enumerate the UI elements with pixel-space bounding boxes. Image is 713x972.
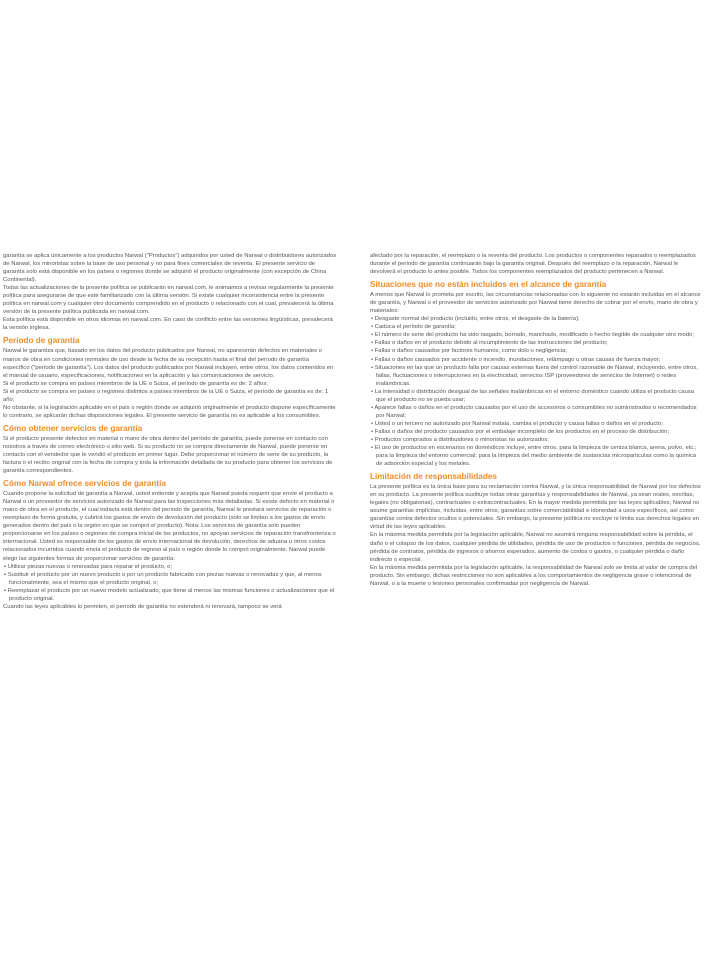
bullet-item: • Productos comprados a distribuidores o minoristas no autorizados;	[371, 436, 549, 443]
bullet-item: • Utilizar piezas nuevas o renovadas para reparar el producto, o;	[4, 563, 173, 570]
section-heading: Período de garantía	[3, 336, 80, 346]
left-column	[3, 252, 337, 611]
paragraph: garantía se aplica únicamente a los productos Narwal ("Productos") adquiridos por usted de Narwal o distribuidores autorizados de Narwal, los minoristas sobre la base de uso personal y no para fines comerciales de reventa. El presente servicio de garantía solo está disponible en los países o regiones donde se adquirió el producto originalmente (con excepción de China Continental).	[3, 253, 337, 284]
bullet-item: • Situaciones en las que un producto falla por causas externas fuera del control razonable de Narwal, incluyendo, entre otros, fallas, fluctuaciones o interrupciones en la electricidad, servicios ISP (proveedores de servicios de Internet) o redes inalámbricas.	[371, 364, 698, 387]
bullet-item: • Aparece fallas o daños en el producto causados por el uso de accesorios o consumibles no suministrados o recomendados por Narwal;	[371, 404, 697, 419]
bullet-item: • El número de serie del producto ha sido rasgado, borrado, manchado, modificado o hecho ilegible de cualquier otro modo;	[371, 332, 694, 339]
bullet-item: • Sustituir el producto por un nuevo producto o por un producto fabricado con piezas nuevas o renovadas y que, al menos funcionalmente, sea el mismo que el producto original, o;	[4, 571, 322, 586]
bullet-item: • Usted o un tercero no autorizado por Narwal instala, cambia el producto y causa fallas o daños en el producto;	[371, 420, 663, 427]
paragraph: Esta política está disponible en otros idiomas en narwal.com. En caso de conflicto entre las versiones lingüísticas, prevalecerá la versión inglesa.	[3, 317, 333, 332]
section-heading: Cómo Narwal ofrece servicios de garantía	[3, 479, 166, 489]
bullet-item: • Desgaste normal del producto (incluido, entre otros, el desgaste de la batería);	[371, 316, 580, 323]
paragraph: Cuando propone la solicitud de garantía a Narwal, usted entiende y acepta que Narwal pueda requerir que envíe el producto a Narwal o un proveedor de servicios autorizado de Narwal para las inspecciones más detalladas. Si existe defecto en material o mano de obra en el producto, el cual todavía está dentro del período de garantía, Narwal le prestará servicios de reparación o reemplazo de forma gratuita, y cubrirá los gastos de envío de devolución del producto (solo se limitan a los gastos de envío generados dentro del país o la región en que se compró el producto). Nota: Los servicios de garantía solo pueden proporcionarse en los países o regiones de compra inicial de los productos, no apoyan servicios de reparación transfronteriza o internacional. Usted es responsable de los gastos de envío internacional de devolución, derechos de aduana u otros costos relacionados incurridos cuando envía el producto de regreso al país o región donde lo compró originalmente. Narwal puede elegir las siguientes formas de proporcionar servicios de garantía:	[3, 491, 336, 562]
bullet-item: • Fallas o daños en el producto debido al incumplimiento de las instrucciones del producto;	[371, 340, 608, 347]
section-heading: Limitación de responsabilidades	[370, 472, 497, 482]
paragraph: Si el producto presente defectos en material o mano de obra dentro del período de garantía, puede ponerse en contacto con nosotros a través de correo electrónico o sitio web. Si su producto no se compra directamente de Narwal, puede ponerse en contacto con el vendedor que le vendió el producto en primer lugar. Debe proporcionar el número de serie de su producto, la factura o el recibo original con la fecha de compra y toda la información detallada de su producto para obtener los servicios de garantía correspondientes.	[3, 435, 333, 475]
paragraph: A menos que Narwal lo prometa por escrito, las circunstancias relacionadas con lo siguiente no estarán incluidas en el alcance de garantía, y Narwal o el proveedor de servicios autorizado por Narwal tiene derecho de cobrar por el envío, mano de obra y materiales:	[370, 292, 701, 315]
right-column	[370, 252, 704, 588]
bullet-item: • Fallas o daños del producto causados por el embalaje incompleto de los productos en el proceso de distribución;	[371, 428, 670, 435]
paragraph: Narwal le garantiza que, basado en los datos del producto publicados por Narwal, no aparecerán defectos en materiales o manos de obra en condiciones normales de uso desde la fecha de su recepción hasta el final del período de garantía específico ("período de garantía"). Los datos del producto publicados por Narwal incluyen, entre otros, los datos contenidos en el manual de usuario, especificaciones, notificaciones en la aplicación y las comunicaciones de servicio.	[3, 348, 334, 379]
bullet-item: • Fallas o daños causados por factores humanos, como dolo o negligencia;	[371, 348, 567, 355]
section-heading: Situaciones que no están incluidos en el alcance de garantía	[370, 280, 607, 290]
section-heading: Cómo obtener servicios de garantía	[3, 423, 143, 433]
bullet-item: • La intensidad o distribución desigual de las señales inalámbricas en el entorno doméstico cuando utiliza el producto causa que el producto no se pueda usar;	[371, 388, 694, 403]
paragraph: Si el producto se compra en países miembros de la UE o Suiza, el período de garantía es de: 2 años;	[3, 380, 268, 387]
bullet-item: • Caduca el período de garantía;	[371, 324, 456, 331]
paragraph: En la máxima medida permitida por la legislación aplicable, Narwal no asumirá ninguna responsabilidad sobre la pérdida, el daño o el colapso de los datos, cualquier pérdida de utilidades, pérdida de uso de productos o funciones, pérdida de negocios, pérdida de contratos, pérdida de ingresos o ahorros esperados, aumento de costos o gastos, o cualquier pérdida o daño indirecto o especial.	[370, 532, 701, 563]
bullet-item: • El uso de productos en escenarios no domésticos incluye, entre otros, para la limpieza de ceniza blanca, arena, polvo, etc.; para la limpieza del entorno comercial; para la limpieza del medio ambiente de sustancias microparticulas como la química de adsorción especial y los metales.	[371, 445, 697, 468]
paragraph: La presente política es la única base para su reclamación contra Narwal, y la única responsabilidad de Narwal por los defectos en su producto. La presente política sustituye todas otras garantías y responsabilidades de Narwal, ya sean orales, escritas, legales (no obligatorias), contractuales o extracontractuales. En la mayor medida permitida por las leyes aplicables, Narwal no asume garantías implícitas, incluidas, entre otros, garantías sobre comerciabilidad e idoneidad a usos específicos, así como garantías contra defectos ocultos o potenciales. Sin embargo, la presente política no excluye ni limita sus derechos legales en virtud de las leyes aplicables.	[370, 484, 701, 531]
bullet-item: • Fallas o daños causados por accidente o incendio, inundaciones, relámpago u otras causas de fuerza mayor;	[371, 356, 661, 363]
bullet-item: • Reemplazar el producto por un nuevo modelo actualizado, que tiene al menos las mismas funciones o actualizaciones que el producto original.	[4, 587, 335, 602]
paragraph: Si el producto se compra en países o regiones distintos a países miembros de la UE o Suiza, el período de garantía es de: 1 año;	[3, 388, 329, 403]
paragraph: En la máxima medida permitida por la legislación aplicable, la responsabilidad de Narwal solo se limita al valor de compra del producto. Sin embargo, dichas restricciones no son aplicables a los comportamientos de negligencia grave o intencional de Narwal, o a la muerte o lesiones personales confirmadas por negligencia de Narwal.	[370, 564, 698, 587]
paragraph: No obstante, si la legislación aplicable en el país o región donde se adquirió originalmente el producto dispone específicamente lo contrario, se aplicarán dichas disposiciones legales. El presente servicio de garantía no es aplicable a los consumibles.	[3, 404, 336, 419]
paragraph: afectado por la reparación, el reemplazo o la reventa del producto. Los productos o componentes reparados o reemplazados durante el período de garantía continuarán bajo la garantía original. Después del reemplazo o la reparación, Narwal le devolverá el producto lo antes posible. Todos los componentes reemplazados del producto pertenecen a Narwal.	[370, 253, 696, 276]
paragraph: Todas las actualizaciones de la presente política se publicarán en narwal.com, le animamos a revisar regularmente la presente política para asegurarse de que esté familiarizado con la última versión. Si existe cualquier inconsistencia entre la presente política en narwal.com y cualquier otro documento comprendido en el producto o relacionado con el cual, prevalecerá la última versión de la presente política publicada en narwal.com.	[3, 285, 334, 316]
paragraph: Cuando las leyes aplicables lo permiten, el período de garantía no extenderá ni renovará, tampoco se verá	[3, 603, 282, 610]
